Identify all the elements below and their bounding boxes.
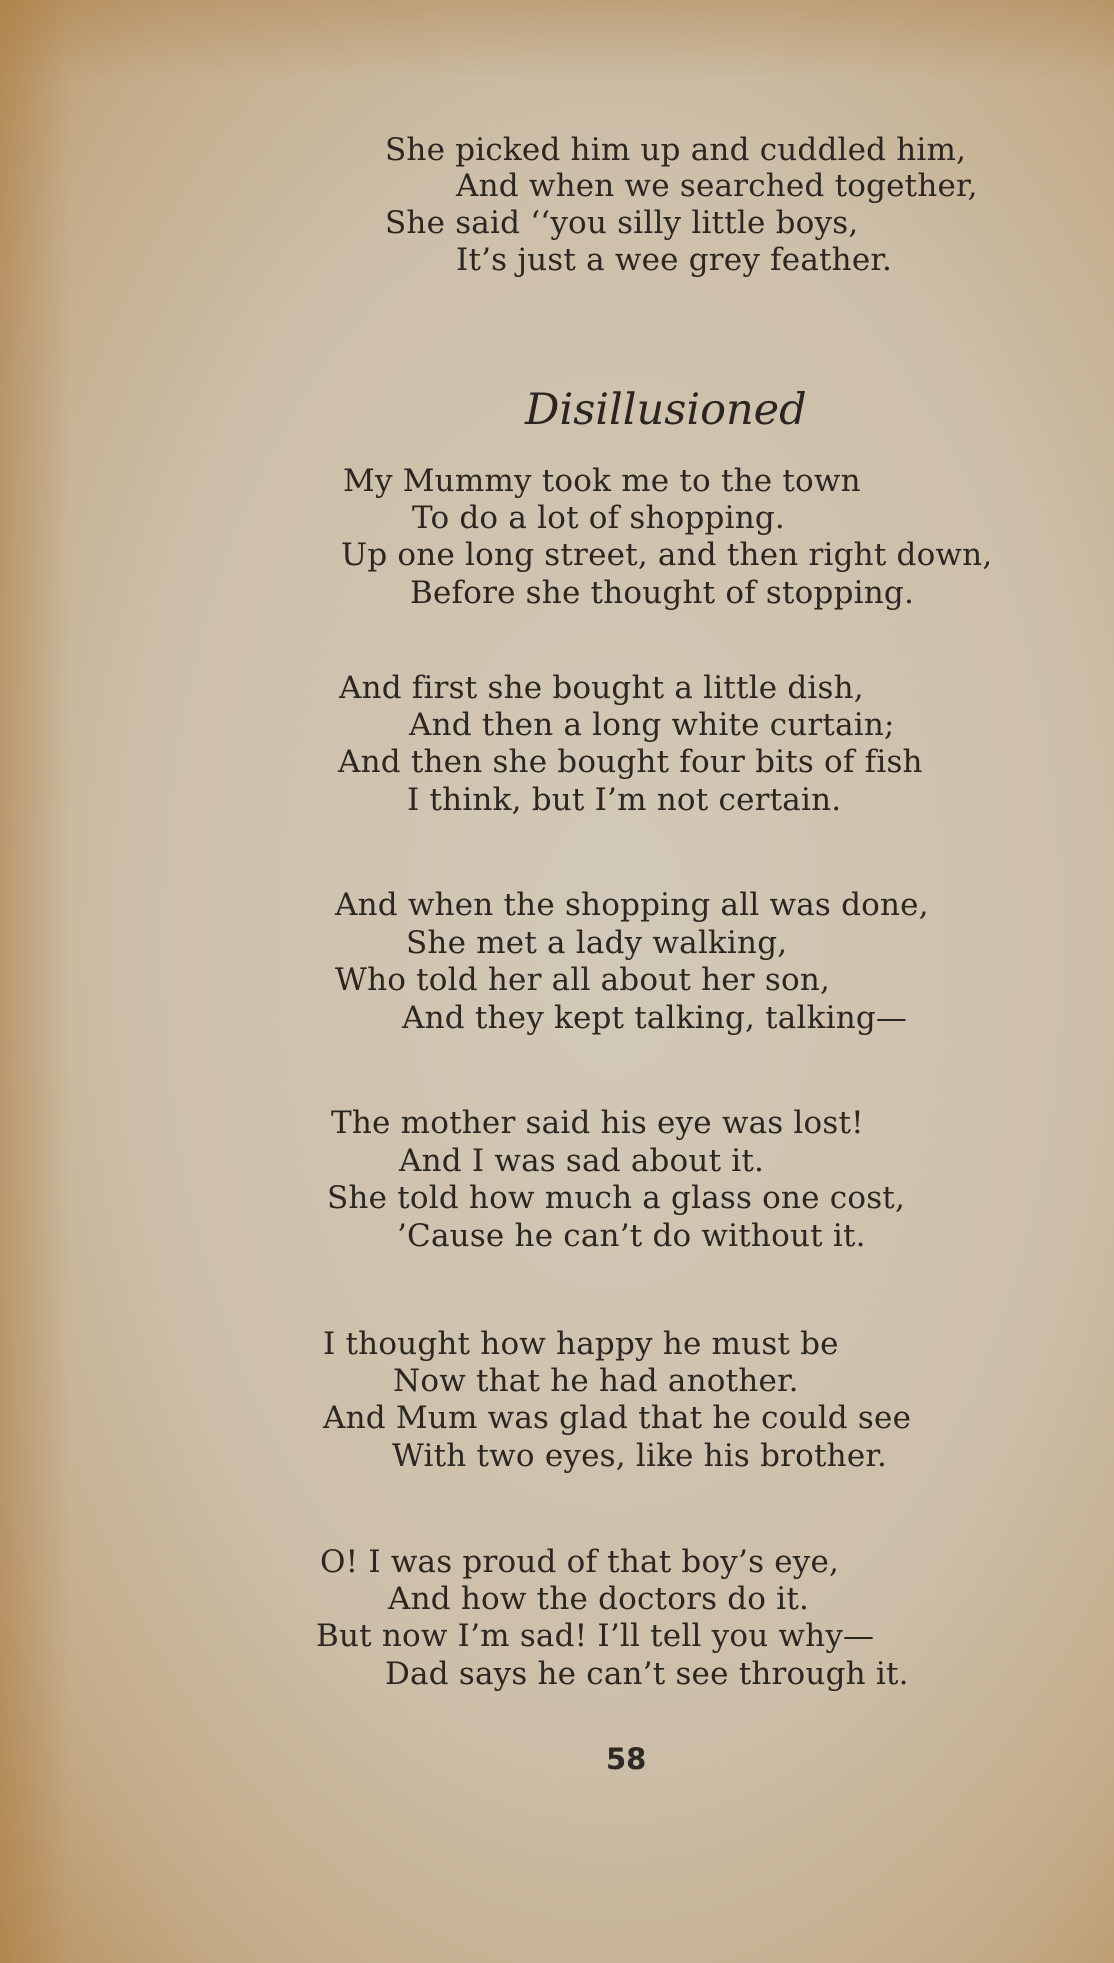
poem-line: She picked him up and cuddled him,	[385, 132, 967, 168]
poem-line: And how the doctors do it.	[388, 1581, 810, 1617]
poem-line: And then she bought four bits of fish	[338, 744, 923, 780]
poem-line: My Mummy took me to the town	[343, 463, 861, 499]
poem-line: With two eyes, like his brother.	[392, 1438, 888, 1474]
page-number: 58	[606, 1742, 647, 1776]
poem-title: Disillusioned	[525, 385, 807, 435]
poem-line: And when we searched together,	[456, 168, 978, 204]
poem-line: She met a lady walking,	[406, 925, 788, 961]
poem-line: And Mum was glad that he could see	[323, 1400, 912, 1436]
poem-line: The mother said his eye was lost!	[331, 1105, 864, 1141]
poem-line: ’Cause he can’t do without it.	[397, 1218, 866, 1254]
poem-line: Who told her all about her son,	[335, 962, 831, 998]
poem-line: And then a long white curtain;	[409, 707, 895, 743]
poem-line: To do a lot of shopping.	[412, 500, 785, 536]
poem-line: She said ‘‘you silly little boys,	[385, 205, 859, 241]
poem-line: Now that he had another.	[393, 1363, 799, 1399]
poem-line: Up one long street, and then right down,	[341, 537, 993, 573]
poem-line: She told how much a glass one cost,	[327, 1180, 906, 1216]
poem-line: I thought how happy he must be	[323, 1326, 839, 1362]
poem-line: I think, but I’m not certain.	[407, 782, 842, 818]
poem-line: And when the shopping all was done,	[335, 887, 929, 923]
poem-line: O! I was proud of that boy’s eye,	[320, 1544, 840, 1580]
poem-line: It’s just a wee grey feather.	[456, 242, 893, 278]
poem-line: And first she bought a little dish,	[339, 670, 864, 706]
poem-line: And they kept talking, talking—	[402, 1000, 908, 1036]
poem-line: And I was sad about it.	[399, 1143, 765, 1179]
poem-line: Dad says he can’t see through it.	[385, 1656, 909, 1692]
poem-line: But now I’m sad! I’ll tell you why—	[316, 1618, 875, 1654]
poem-line: Before she thought of stopping.	[410, 575, 915, 611]
